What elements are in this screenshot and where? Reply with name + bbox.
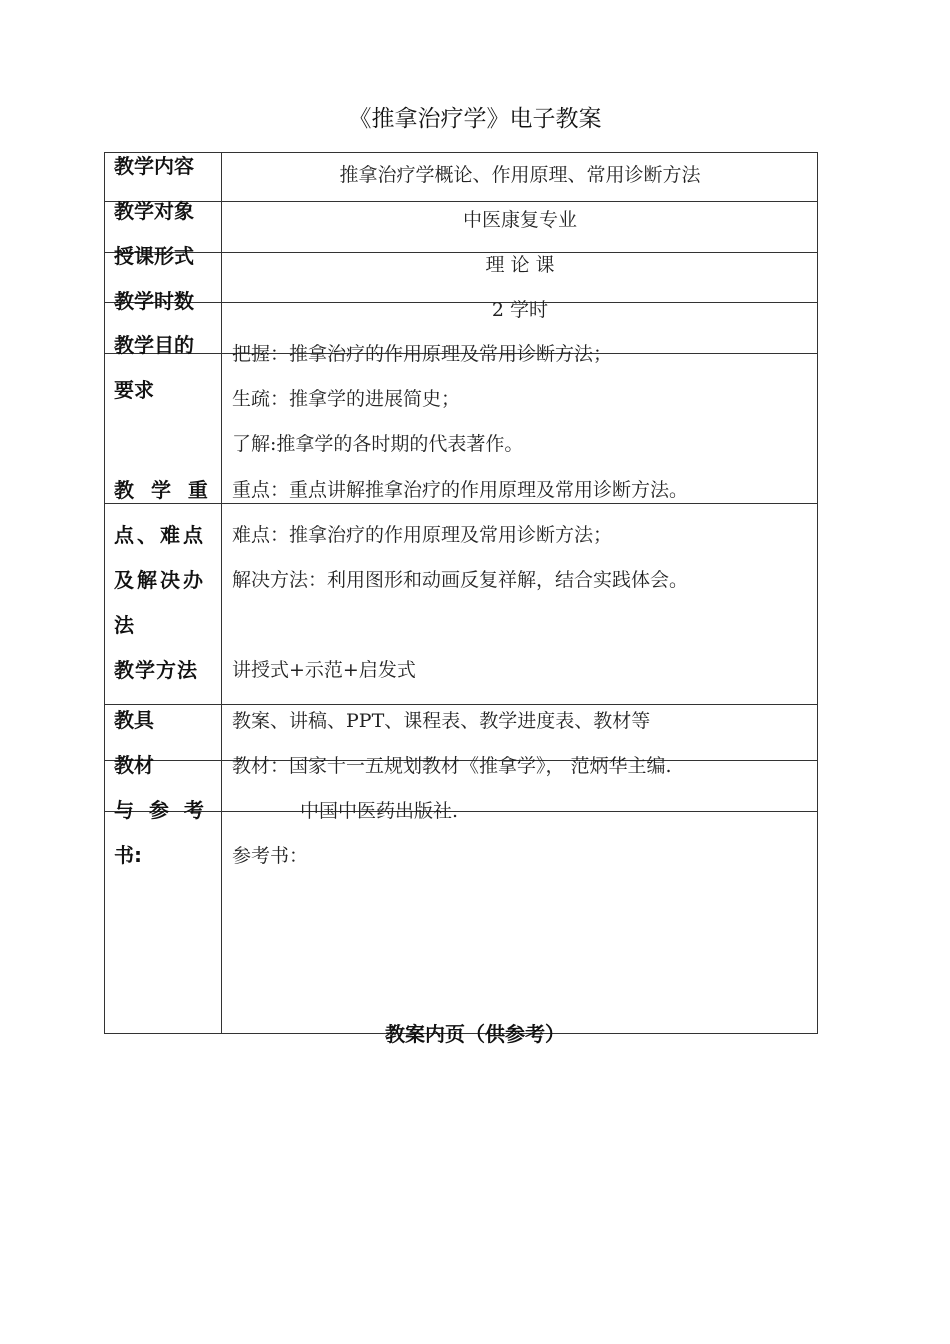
goal-line: 把握：推拿治疗的作用原理及常用诊断方法；	[232, 343, 613, 365]
table-border-right	[817, 152, 818, 1034]
table-border-left	[104, 152, 105, 1034]
label-lecture-form: 授课形式	[114, 244, 194, 268]
key-point-line: 重点：重点讲解推拿治疗的作用原理及常用诊断方法。	[232, 479, 689, 501]
material-line: 中国中医药出版社.	[300, 800, 459, 822]
table-column-divider	[221, 152, 222, 1034]
label-materials-cont: 与 参 考	[114, 798, 208, 822]
goal-line: 生疏：推拿学的进展简史；	[232, 388, 461, 410]
label-teaching-goals: 教学目的	[114, 333, 194, 357]
label-materials: 教材	[114, 753, 154, 777]
material-line: 参考书：	[232, 845, 309, 867]
value-teaching-method: 讲授式+示范+启发式	[232, 659, 416, 681]
label-teaching-goals-cont: 要求	[114, 378, 154, 402]
label-key-points: 教 学 重	[114, 478, 213, 502]
value-lecture-form: 理 论 课	[485, 254, 555, 276]
table-border-top	[104, 152, 818, 153]
value-teaching-content: 推拿治疗学概论、作用原理、常用诊断方法	[339, 164, 701, 186]
label-key-points-cont: 法	[114, 613, 134, 637]
row-divider	[104, 201, 818, 202]
label-teaching-audience: 教学对象	[114, 199, 194, 223]
label-teaching-method: 教学方法	[114, 658, 198, 682]
key-point-line: 难点：推拿治疗的作用原理及常用诊断方法；	[232, 524, 613, 546]
row-divider	[104, 503, 818, 504]
label-teaching-content: 教学内容	[114, 154, 194, 178]
value-teaching-hours: 2 学时	[491, 299, 549, 321]
value-teaching-audience: 中医康复专业	[462, 209, 577, 231]
footer-title: 教案内页（供参考）	[385, 1022, 565, 1046]
label-teaching-hours: 教学时数	[114, 289, 194, 313]
label-key-points-cont: 点、难点	[114, 523, 206, 547]
row-divider	[104, 704, 818, 705]
document-title: 《推拿治疗学》电子教案	[348, 106, 602, 132]
material-line: 教材：国家十一五规划教材《推拿学》， 范炳华主编.	[232, 755, 672, 777]
value-teaching-tools: 教案、讲稿、PPT、课程表、教学进度表、教材等	[232, 710, 651, 732]
label-materials-cont: 书:	[114, 843, 142, 867]
key-point-line: 解决方法：利用图形和动画反复祥解，结合实践体会。	[232, 569, 689, 591]
goal-line: 了解:推拿学的各时期的代表著作。	[232, 433, 524, 455]
label-teaching-tools: 教具	[114, 708, 154, 732]
row-divider	[104, 811, 818, 812]
label-key-points-cont: 及解决办	[114, 568, 206, 592]
